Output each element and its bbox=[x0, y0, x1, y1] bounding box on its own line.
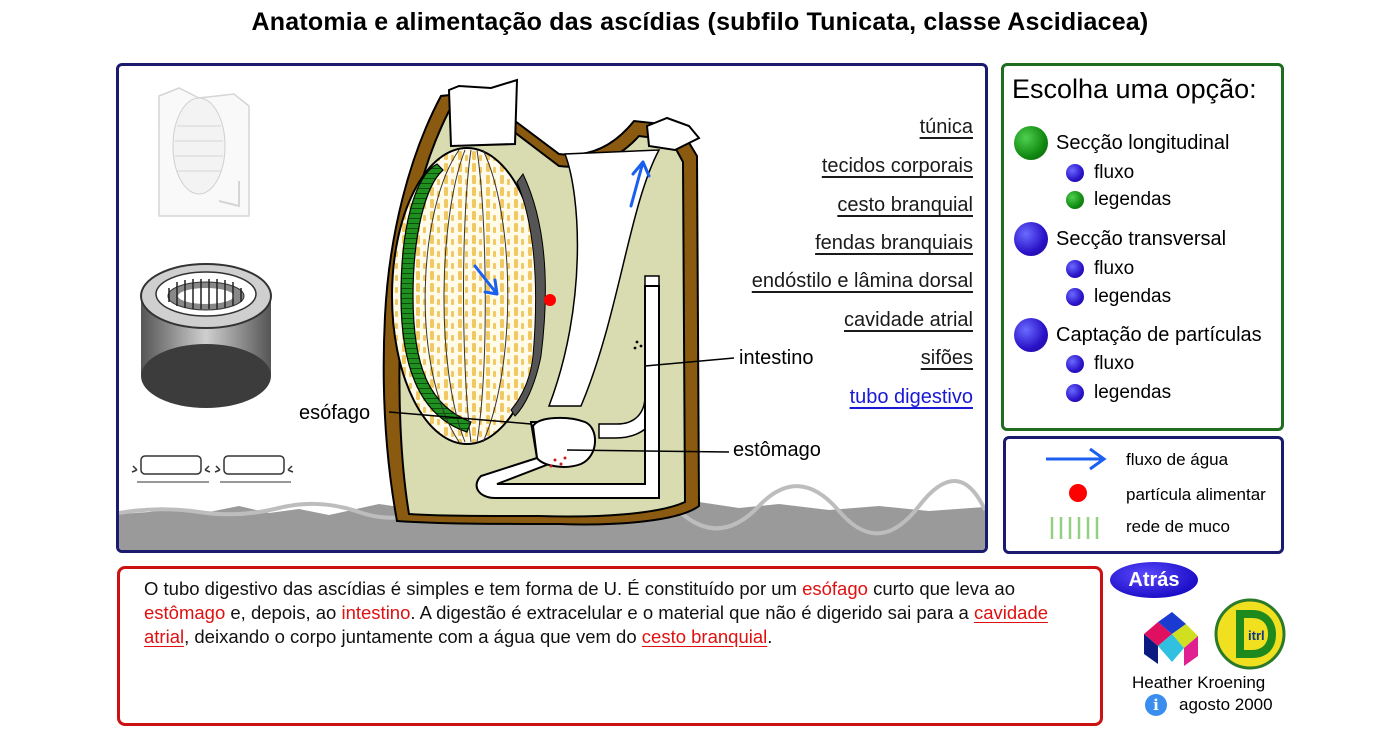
credit-date: agosto 2000 bbox=[1179, 695, 1273, 714]
oral-siphon bbox=[449, 80, 517, 146]
food-particle-icon bbox=[1069, 484, 1087, 502]
key-panel bbox=[1003, 436, 1284, 554]
info-icon[interactable]: i bbox=[1145, 694, 1167, 716]
key-food-particle: partícula alimentar bbox=[1126, 485, 1266, 504]
legend-link-cavidade[interactable]: cavidade atrial bbox=[844, 309, 973, 331]
options-panel bbox=[1001, 63, 1284, 431]
option-transversal-legendas[interactable] bbox=[1066, 286, 1171, 308]
legend-link-sifoes[interactable]: sifões bbox=[920, 347, 973, 369]
publisher-logo bbox=[1140, 610, 1204, 666]
option-label: Secção longitudinal bbox=[1056, 131, 1230, 154]
legend-link-fendas[interactable]: fendas branquiais bbox=[815, 232, 973, 254]
legend-link-tubo-digestivo[interactable]: tubo digestivo bbox=[849, 386, 973, 408]
water-flow-arrow-icon bbox=[1046, 449, 1104, 469]
stomach bbox=[533, 418, 595, 467]
option-green-dot-icon bbox=[1066, 191, 1084, 209]
mucus-net-icon bbox=[1052, 517, 1097, 539]
link-cavidade-atrial[interactable]: cavidade atrial bbox=[144, 602, 1049, 647]
back-button[interactable]: Atrás bbox=[1110, 562, 1198, 598]
option-transversal-fluxo[interactable] bbox=[1066, 258, 1134, 280]
option-sub-label: fluxo bbox=[1094, 353, 1135, 374]
thumbnail-mini-ascidians bbox=[132, 456, 293, 482]
option-sub-label: fluxo bbox=[1094, 258, 1135, 279]
option-blue-dot-icon bbox=[1066, 355, 1084, 373]
option-blue-dot-icon bbox=[1014, 222, 1048, 256]
key-water-flow: fluxo de água bbox=[1126, 450, 1229, 469]
thumbnail-longitudinal bbox=[159, 88, 249, 216]
option-blue-dot-icon bbox=[1066, 384, 1084, 402]
option-longitudinal-legendas[interactable] bbox=[1066, 189, 1171, 211]
page-title: Anatomia e alimentação das ascídias (subfilo Tunicata, classe Ascidiacea) bbox=[251, 8, 1149, 36]
option-seccao-longitudinal[interactable] bbox=[1014, 126, 1229, 160]
option-green-dot-icon bbox=[1014, 126, 1048, 160]
itrl-logo-text: itrl bbox=[1248, 628, 1265, 643]
label-intestino: intestino bbox=[739, 347, 814, 369]
description-text: O tubo digestivo das ascídias é simples e tem forma de U. É constituído por um esófago curto que leva ao estômago e, depois, ao intestino. A digestão é extracelular e o material que não é digerido sai para a cavidade atrial, deixando o corpo juntamente com a água que vem do cesto branquial. bbox=[144, 578, 1049, 647]
food-particle-marker bbox=[544, 294, 556, 306]
label-esofago: esófago bbox=[299, 402, 371, 424]
option-seccao-transversal[interactable] bbox=[1014, 222, 1226, 256]
option-label: Captação de partículas bbox=[1056, 323, 1262, 346]
option-captacao-legendas[interactable] bbox=[1066, 382, 1171, 404]
itrl-logo bbox=[1214, 598, 1286, 670]
option-captacao-particulas[interactable] bbox=[1014, 318, 1262, 352]
options-title: Escolha uma opção: bbox=[1012, 74, 1257, 104]
option-captacao-fluxo[interactable] bbox=[1066, 353, 1134, 375]
option-sub-label: fluxo bbox=[1094, 162, 1135, 183]
label-estomago: estômago bbox=[733, 439, 821, 461]
link-cesto-branquial[interactable]: cesto branquial bbox=[641, 626, 768, 647]
option-sub-label: legendas bbox=[1094, 189, 1172, 210]
option-sub-label: legendas bbox=[1094, 382, 1172, 403]
option-blue-dot-icon bbox=[1014, 318, 1048, 352]
legend-link-cesto[interactable]: cesto branquial bbox=[837, 194, 973, 216]
term-estomago: estômago bbox=[144, 602, 226, 623]
legend-link-tecidos[interactable]: tecidos corporais bbox=[821, 155, 973, 177]
option-blue-dot-icon bbox=[1066, 288, 1084, 306]
legend-link-endostilo[interactable]: endóstilo e lâmina dorsal bbox=[751, 270, 973, 292]
key-mucus-net: rede de muco bbox=[1126, 517, 1230, 536]
term-intestino: intestino bbox=[341, 602, 411, 623]
thumbnail-transverse bbox=[141, 264, 271, 408]
legend-link-tunica[interactable]: túnica bbox=[919, 116, 973, 138]
option-longitudinal-fluxo[interactable] bbox=[1066, 162, 1134, 184]
diagram-panel bbox=[116, 63, 988, 553]
ascidian-diagram bbox=[119, 66, 985, 550]
option-blue-dot-icon bbox=[1066, 164, 1084, 182]
term-esofago: esófago bbox=[802, 578, 868, 599]
description-panel bbox=[117, 566, 1103, 726]
option-label: Secção transversal bbox=[1056, 227, 1227, 250]
credit-author: Heather Kroening bbox=[1132, 673, 1266, 692]
option-blue-dot-icon bbox=[1066, 260, 1084, 278]
option-sub-label: legendas bbox=[1094, 286, 1172, 307]
